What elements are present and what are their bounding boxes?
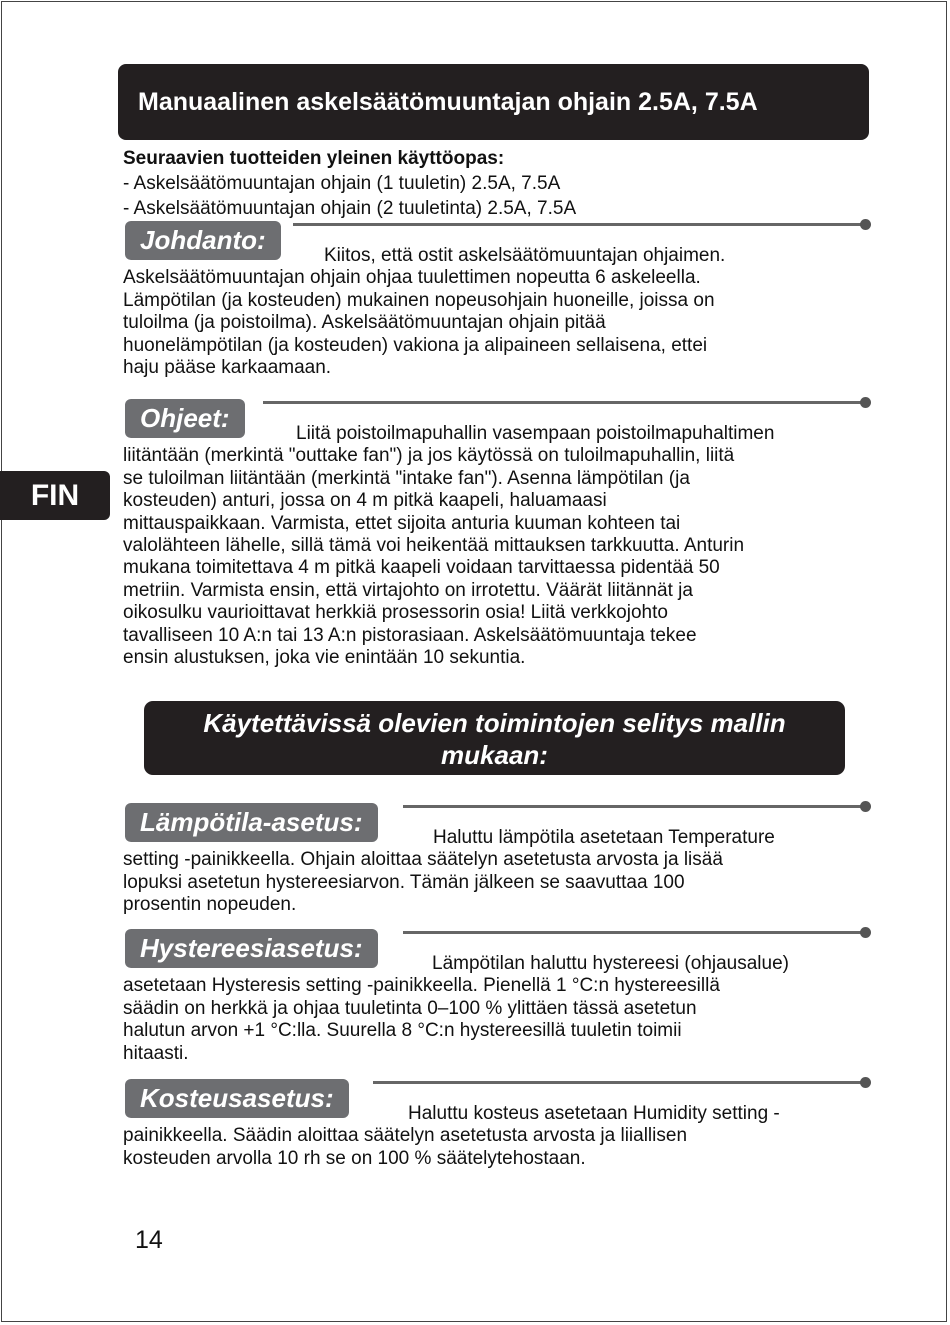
- text-line: lopuksi asetetun hystereesiarvon. Tämän jälkeen se saavuttaa 100: [123, 871, 685, 893]
- text-line: halutun arvon +1 °C:lla. Suurella 8 °C:n hystereesillä tuuletin toimii: [123, 1020, 682, 1042]
- section-text: [123, 827, 868, 917]
- section-text: [123, 953, 868, 1065]
- section-label: Hystereesiasetus:: [125, 929, 378, 968]
- text-line: hitaasti.: [123, 1042, 189, 1064]
- section-text: [123, 1103, 868, 1170]
- section-rule: [263, 401, 868, 404]
- subtitle-line: mukaan:: [441, 740, 548, 770]
- text-line: oikosulku vaurioittavat herkkiä prosessorin osia! Liitä verkkojohto: [123, 602, 668, 624]
- section-lampotila: [123, 803, 868, 916]
- text-line: tavalliseen 10 A:n tai 13 A:n pistorasiaan. Askelsäätömuuntaja tekee: [123, 624, 697, 646]
- text-line: säädin on herkkä ja ohjaa tuuletinta 0–100 % ylittäen tässä asetetun: [123, 997, 697, 1019]
- intro-item: - Askelsäätömuuntajan ohjain (2 tuuletinta) 2.5A, 7.5A: [123, 198, 577, 219]
- text-line: tuloilma (ja poistoilma). Askelsäätömuuntajan ohjain pitää: [123, 312, 606, 334]
- section-subtitle: [144, 701, 845, 775]
- text-line: haju pääse karkaamaan.: [123, 357, 332, 379]
- text-line: Lämpötilan (ja kosteuden) mukainen nopeusohjain huoneille, joissa on: [123, 289, 715, 311]
- text-line: liitäntään (merkintä "outtake fan") ja jos käytössä on tuloilmapuhallin, liitä: [123, 445, 735, 467]
- section-first-line: Kiitos, että ostit askelsäätömuuntajan ohjaimen.: [324, 245, 726, 266]
- text-line: kosteuden) anturi, jossa on 4 m pitkä kaapeli, haluamaasi: [123, 490, 607, 512]
- section-first-line: Haluttu kosteus asetetaan Humidity setting -: [408, 1103, 780, 1124]
- section-label: Lämpötila-asetus:: [125, 803, 378, 842]
- section-rule: [403, 805, 868, 808]
- section-first-line: Haluttu lämpötila asetetaan Temperature: [433, 827, 775, 848]
- section-label: Kosteusasetus:: [125, 1079, 349, 1118]
- subtitle-line: Käytettävissä olevien toimintojen selitys mallin: [203, 708, 786, 738]
- section-text: [123, 245, 868, 379]
- text-line: valolähteen lähelle, sillä tämä voi heikentää mittauksen tarkkuutta. Anturin: [123, 535, 745, 557]
- section-label: Johdanto:: [125, 221, 281, 260]
- text-line: se tuloilman liitäntään (merkintä "intake fan"). Asenna lämpötilan (ja: [123, 467, 690, 489]
- section-johdanto: [123, 221, 868, 379]
- page-title: Manuaalinen askelsäätömuuntajan ohjain 2.5A, 7.5A: [118, 64, 869, 140]
- section-hystereesi: [123, 929, 868, 1064]
- text-line: mittauspaikkaan. Varmista, ettet sijoita anturia kuuman kohteen tai: [123, 512, 681, 534]
- section-kosteus: [123, 1079, 868, 1169]
- section-first-line: Lämpötilan haluttu hystereesi (ohjausalue): [432, 953, 789, 974]
- section-first-line: Liitä poistoilmapuhallin vasempaan poistoilmapuhaltimen: [296, 423, 775, 444]
- section-label: Ohjeet:: [125, 399, 245, 438]
- text-line: painikkeella. Säädin aloittaa säätelyn asetetusta arvosta ja liiallisen: [123, 1125, 688, 1147]
- intro-block: [123, 146, 576, 221]
- text-line: Askelsäätömuuntajan ohjain ohjaa tuulettimen nopeutta 6 askeleella.: [123, 267, 701, 289]
- text-line: kosteuden arvolla 10 rh se on 100 % säätelytehostaan.: [123, 1147, 586, 1169]
- section-rule: [293, 223, 868, 226]
- page-number: 14: [135, 1226, 163, 1254]
- text-line: huonelämpötilan (ja kosteuden) vakiona ja alipaineen sellaisena, ettei: [123, 334, 708, 356]
- language-tab: FIN: [0, 471, 110, 520]
- section-ohjeet: [123, 399, 868, 669]
- text-line: ensin alustuksen, joka vie enintään 10 sekuntia.: [123, 647, 526, 669]
- intro-heading: Seuraavien tuotteiden yleinen käyttöopas:: [123, 148, 505, 169]
- text-line: metriin. Varmista ensin, että virtajohto on irrotettu. Väärät liitännät ja: [123, 579, 693, 601]
- section-rule: [403, 931, 868, 934]
- section-rule: [373, 1081, 868, 1084]
- intro-item: - Askelsäätömuuntajan ohjain (1 tuuletin) 2.5A, 7.5A: [123, 173, 561, 194]
- text-line: mukana toimitettava 4 m pitkä kaapeli voidaan tarvittaessa pidentää 50: [123, 557, 720, 579]
- text-line: prosentin nopeuden.: [123, 894, 297, 916]
- text-line: asetetaan Hysteresis setting -painikkeella. Pienellä 1 °C:n hystereesillä: [123, 975, 720, 997]
- text-line: setting -painikkeella. Ohjain aloittaa säätelyn asetetusta arvosta ja lisää: [123, 849, 723, 871]
- section-text: [123, 423, 868, 669]
